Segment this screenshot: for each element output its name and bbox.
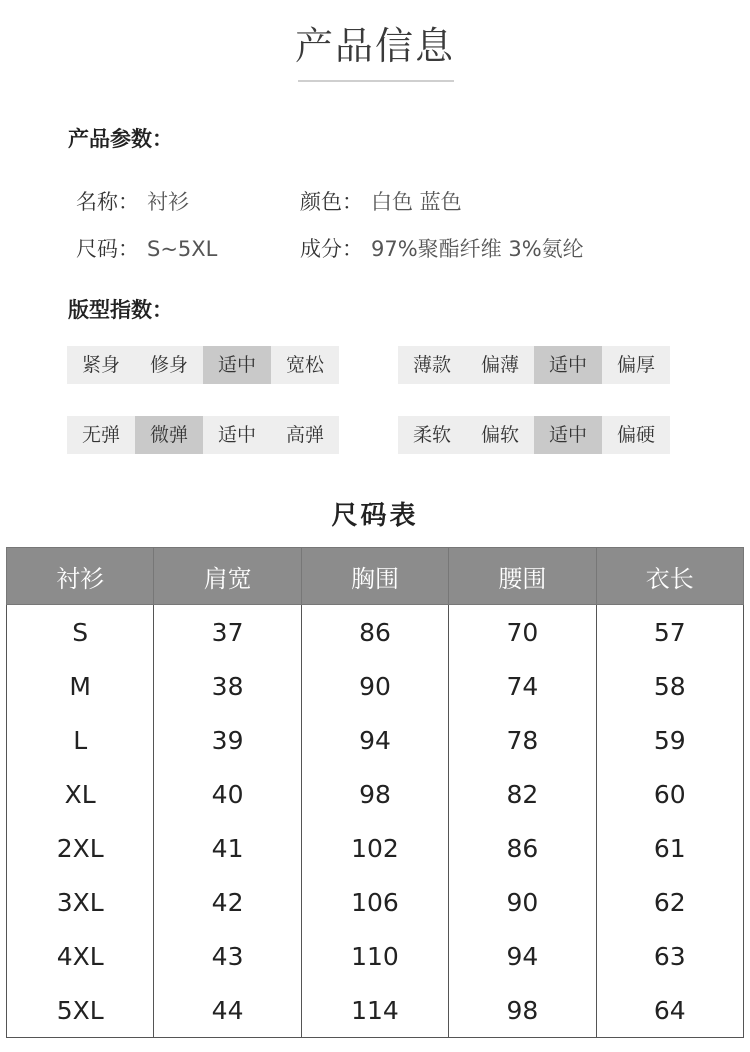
table-row (7, 605, 744, 660)
fit-group-shape (67, 346, 339, 384)
fit-option: 高弹 (285, 424, 324, 446)
column-header: 衬衫 (7, 548, 154, 605)
measurement-cell: 61 (596, 821, 743, 875)
measurement-cell: 41 (154, 821, 301, 875)
measurement-cell: 58 (596, 659, 743, 713)
param-value: 白色 蓝色 (371, 190, 462, 214)
params-heading: 产品参数： (68, 127, 173, 151)
table-row (7, 983, 744, 1038)
fit-option-selected: 适中 (534, 416, 602, 454)
param-label: 名称： (76, 190, 139, 214)
measurement-cell: 78 (449, 713, 596, 767)
measurement-cell: 98 (301, 767, 448, 821)
measurement-cell: 86 (301, 605, 448, 660)
fit-option: 偏软 (480, 424, 519, 446)
fit-option: 偏厚 (616, 354, 655, 376)
measurement-cell: 38 (154, 659, 301, 713)
size-chart-title: 尺码表 (331, 501, 419, 531)
size-chart-body (7, 605, 744, 1038)
fit-option: 偏薄 (480, 354, 519, 376)
param-material (300, 233, 584, 265)
measurement-cell: 44 (154, 983, 301, 1038)
fit-option: 宽松 (285, 354, 324, 376)
param-size (76, 233, 217, 265)
param-color (300, 186, 462, 218)
fit-option: 适中 (217, 424, 256, 446)
measurement-cell: 90 (301, 659, 448, 713)
measurement-cell: 114 (301, 983, 448, 1038)
page-title: 产品信息 (294, 24, 455, 68)
param-label: 尺码： (76, 237, 139, 261)
fit-option: 柔软 (412, 424, 451, 446)
size-label-cell: 3XL (7, 875, 154, 929)
param-label: 颜色： (300, 190, 363, 214)
measurement-cell: 43 (154, 929, 301, 983)
table-row (7, 767, 744, 821)
size-label-cell: L (7, 713, 154, 767)
measurement-cell: 70 (449, 605, 596, 660)
size-label-cell: S (7, 605, 154, 660)
fit-group-elasticity (67, 416, 339, 454)
size-chart-table (6, 547, 744, 1038)
measurement-cell: 94 (449, 929, 596, 983)
table-row (7, 659, 744, 713)
size-chart-header-row (7, 548, 744, 605)
measurement-cell: 82 (449, 767, 596, 821)
param-name (76, 186, 189, 218)
fit-option-selected: 微弹 (135, 416, 203, 454)
measurement-cell: 110 (301, 929, 448, 983)
fit-option-selected: 适中 (203, 346, 271, 384)
table-row (7, 821, 744, 875)
measurement-cell: 42 (154, 875, 301, 929)
measurement-cell: 102 (301, 821, 448, 875)
size-label-cell: XL (7, 767, 154, 821)
measurement-cell: 90 (449, 875, 596, 929)
title-underline (298, 80, 454, 82)
measurement-cell: 63 (596, 929, 743, 983)
size-label-cell: 2XL (7, 821, 154, 875)
column-header: 胸围 (301, 548, 448, 605)
column-header: 腰围 (449, 548, 596, 605)
measurement-cell: 74 (449, 659, 596, 713)
measurement-cell: 62 (596, 875, 743, 929)
table-row (7, 929, 744, 983)
fit-option: 紧身 (81, 354, 120, 376)
param-label: 成分： (300, 237, 363, 261)
size-label-cell: 5XL (7, 983, 154, 1038)
size-label-cell: 4XL (7, 929, 154, 983)
table-row (7, 713, 744, 767)
measurement-cell: 37 (154, 605, 301, 660)
measurement-cell: 106 (301, 875, 448, 929)
fit-option: 修身 (149, 354, 188, 376)
measurement-cell: 59 (596, 713, 743, 767)
column-header: 衣长 (596, 548, 743, 605)
param-value: S~5XL (147, 237, 218, 261)
param-value: 衬衫 (147, 190, 189, 214)
size-label-cell: M (7, 659, 154, 713)
measurement-cell: 60 (596, 767, 743, 821)
param-value: 97%聚酯纤维 3%氨纶 (371, 237, 584, 261)
fit-option: 薄款 (412, 354, 451, 376)
fit-option: 偏硬 (616, 424, 655, 446)
measurement-cell: 94 (301, 713, 448, 767)
fit-option-selected: 适中 (534, 346, 602, 384)
measurement-cell: 86 (449, 821, 596, 875)
measurement-cell: 40 (154, 767, 301, 821)
measurement-cell: 64 (596, 983, 743, 1038)
fit-option: 无弹 (81, 424, 120, 446)
measurement-cell: 57 (596, 605, 743, 660)
measurement-cell: 98 (449, 983, 596, 1038)
fit-group-softness (398, 416, 670, 454)
table-row (7, 875, 744, 929)
measurement-cell: 39 (154, 713, 301, 767)
fit-group-thickness (398, 346, 670, 384)
fit-index-heading: 版型指数： (68, 298, 173, 322)
column-header: 肩宽 (154, 548, 301, 605)
